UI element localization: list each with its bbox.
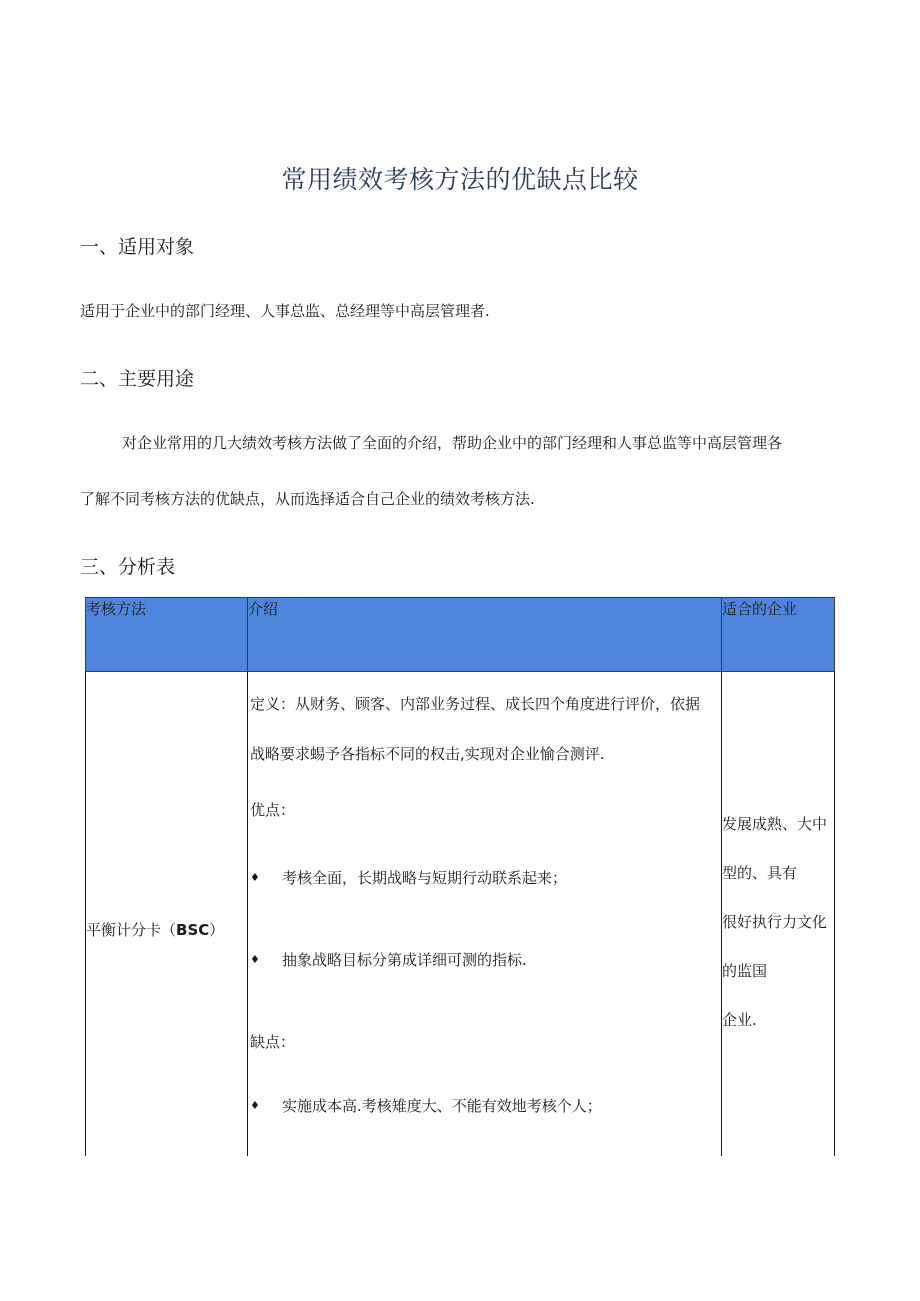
analysis-table xyxy=(85,597,835,1156)
suitable-line-3: 很好执行力文化 xyxy=(722,913,828,931)
cons-label: 缺点： xyxy=(250,1033,296,1051)
section-heading-2: 二、主要用途 xyxy=(80,368,195,390)
section-text-1: 适用于企业中的部门经理、人事总监、总经理等中高层管理者. xyxy=(80,302,490,320)
suitable-line-4: 的监国 xyxy=(722,962,768,980)
header-suitable: 适合的企业 xyxy=(722,598,835,672)
suitable-cell xyxy=(722,672,835,1157)
section-heading-1: 一、适用对象 xyxy=(80,236,195,258)
table-row xyxy=(86,672,835,1157)
section-text-2-line-1: 对企业常用的几大绩效考核方法做了全面的介绍，帮助企业中的部门经理和人事总监等中高层管理各 xyxy=(122,434,783,452)
suitable-line-2: 型的、具有 xyxy=(722,864,798,882)
intro-cell xyxy=(248,672,722,1157)
suitable-line-1: 发展成熟、大中 xyxy=(722,815,828,833)
method-cell: 平衡计分卡（BSC） xyxy=(86,672,248,1157)
list-item: ♦ 抽象战略目标分第成详细可测的指标. xyxy=(250,948,715,972)
diamond-bullet-icon: ♦ xyxy=(250,1099,260,1112)
section-text-2-line-2: 了解不同考核方法的优缺点，从而选择适合自己企业的绩效考核方法. xyxy=(80,490,535,508)
header-method: 考核方法 xyxy=(86,598,248,672)
list-item: ♦ 实施成本高.考核雉度大、不能有效地考核个人； xyxy=(250,1094,715,1118)
diamond-bullet-icon: ♦ xyxy=(250,953,260,966)
diamond-bullet-icon: ♦ xyxy=(250,871,260,884)
header-intro: 介绍 xyxy=(248,598,722,672)
pros-label: 优点： xyxy=(250,801,296,819)
definition-line-2: 战略要求蜴予各指标不同的权击,实现对企业愉合测评. xyxy=(250,745,605,763)
section-heading-3: 三、分析表 xyxy=(80,556,176,578)
method-abbrev: BSC xyxy=(176,920,210,939)
method-name: 平衡计分卡（ xyxy=(86,920,177,939)
suitable-line-5: 企业. xyxy=(722,1011,757,1029)
definition-line-1: 定义：从财务、顾客、内部业务过程、成长四个角度进行评价，依据 xyxy=(250,695,701,713)
list-item: ♦ 考核全面，长期战略与短期行动联系起来； xyxy=(250,866,715,890)
page-title: 常用绩效考核方法的优缺点比较 xyxy=(281,165,639,194)
table-header-row xyxy=(86,598,835,672)
